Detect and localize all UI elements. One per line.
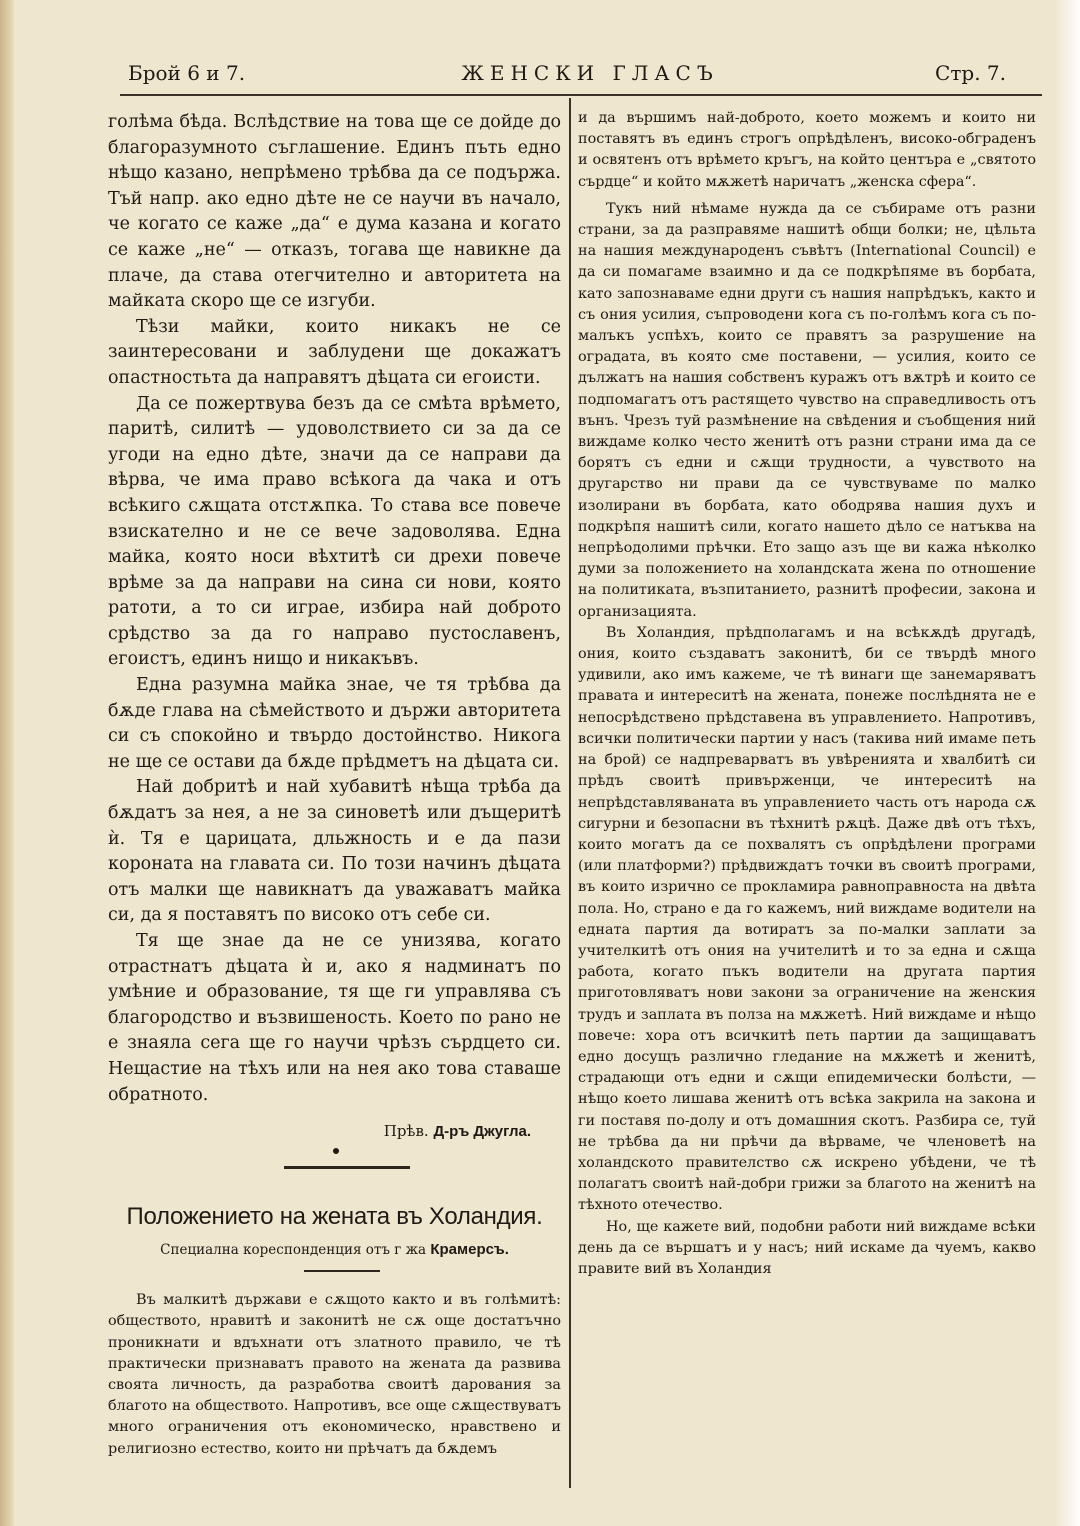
- paragraph: Най добритѣ и най хубавитѣ нѣща трѣба да бѫдатъ за нея, а не за синоветѣ или дъщеритѣ ѝ. Тя е царицата, дльжность и е да пази короната на главата си. По този начинъ дѣцата отъ малки ще навикнатъ да уважаватъ майка си, да я поставятъ по високо отъ себе си.: [108, 777, 561, 926]
- paragraph: Въ Холандия, прѣдполагамъ и на всѣкѫдѣ другадѣ, ония, които създаватъ законитѣ, би се твърдѣ много удивили, ако имъ кажеме, че тѣ винаги ще занемаряватъ правата и интереситѣ на жената, понеже послѣднята не е непосрѣдствено прѣдставена въ управлението. Напротивъ, всички политически партии у насъ (такива ний имаме петь на брой) се надпреварватъ въ увѣренията и хвалбитѣ си прѣдъ своитѣ привърженци, че интереситѣ на непрѣдставляваната въ управлението часть отъ народа сѫ сигурни и безопасни въ тѣхнитѣ рѫцѣ. Даже двѣ отъ тѣхъ, които могатъ да се похвалятъ съ опрѣдѣлени програми (или платформи?) прѣдвиждатъ точки въ своитѣ програми, въ които изрично се прокламира равноправноста на двѣта пола. Но, страно е да го кажемъ, ний виждаме водители на едната партия да вотиратъ за по-малки заплати за учителкитѣ отъ ония на учителитѣ и то за една и сѫща работа, когато пъкъ водители на другата партия приготовляватъ нови закони за ограничение на женския трудъ и заплата въ полза на мѫжетѣ. Ний виждаме и нѣщо повече: хора отъ всичкитѣ петь партии да защищаватъ едно досущъ различно гледание на мѫжетѣ и женитѣ, страдающи отъ едни и сѫщи епидемически болѣсти, — нѣщо което лишава женитѣ отъ всѣка закрила на закона и ги поставя по-долу и отъ домашния скотъ. Разбира се, туй не трѣбва да ни прѣчи да вѣрваме, че членоветѣ на холандското правителство сѫ искрено убѣдени, че тѣ полагатъ своитѣ най-добри грижи за благото на женитѣ на тѣхното отечество.: [578, 624, 1036, 1214]
- paragraph: Но, ще кажете вий, подобни работи ний виждаме всѣки день да се вършатъ и у насъ; ний искаме да чуемъ, какво правите вий въ Холандия: [578, 1218, 1036, 1277]
- article-title: Положението на жената въ Холандия.: [126, 1203, 543, 1231]
- paragraph: Една разумна майка знае, че тя трѣбва да бѫде глава на сѣмейството и държи авторитета си съ спокойно и твърдо достойнство. Никога не ще се остави да бѫде прѣдметъ на дѣцата си.: [108, 675, 561, 772]
- subtitle-divider: [304, 1270, 380, 1272]
- signature-prefix: Прѣв.: [383, 1122, 429, 1141]
- paragraph: Да се пожертвува безъ да се смѣта врѣмето, паритѣ, силитѣ — удоволствието си за да се угоди на едно дѣте, значи да се направи да вѣрва, че има право всѣкога да чака и отъ всѣкиго сѫщата отстѫпка. То става все повече взискателно и не се вече задоволява. Една майка, която носи вѣхтитѣ си дрехи повече врѣме за да направи на сина си нови, която ратоти, а то си играе, избира най доброто срѣдство за да го направо пустославенъ, егоистъ, единъ нищо и никакъвъ.: [108, 393, 561, 670]
- article-paragraph: Въ малкитѣ държави е сѫщото както и въ голѣмитѣ: обществото, нравитѣ и законитѣ не сѫ още достатъчно проникнати и вдъхнати отъ златното правило, че тѣ практически признаватъ правото на жената да развива своята личность, да разработва своитѣ дарования за благото на обществото. Напротивъ, все още сѫществуватъ много ограничения отъ економическо, нравствено и религиозно естество, които ни прѣчатъ да бѫдемъ: [108, 1292, 561, 1457]
- column-divider: [569, 98, 571, 1488]
- article-divider: [284, 1166, 410, 1169]
- signature-name: Д-ръ Джугла.: [433, 1123, 531, 1141]
- paragraph: голѣма бѣда. Вслѣдствие на това ще се дойде до благоразумното съглашение. Единъ пъть едно нѣщо казано, непрѣмено трѣбва да се подържа. Тъй напр. ако едно дѣте не се научи въ начало, че когато се каже „да“ е дума казана и когато се каже „не“ — отказъ, тогава ще навикне да плаче, да става отегчително и авторитета на майката скоро ще се изгуби.: [108, 112, 561, 312]
- article-subtitle: [108, 1241, 561, 1258]
- header-rule: [120, 94, 1042, 96]
- paragraph: Тукъ ний нѣмаме нужда да се събираме отъ разни страни, за да разправяме нашитѣ общи болки; не, цѣльта на нашия международенъ съвѣтъ (International Council) е да си помагаме взаимно и да се подкрѣпяме въ борбата, като запознаваме едни други съ нашия напрѣдъкъ, както и съ ония усилия, съпроводени кога съ по-голѣмъ кога съ по-малъкъ успѣхъ, които се правятъ за разрушение на оградата, въ която сме поставени, — усилия, които се дължатъ на нашия собственъ куражъ отъ вѫтрѣ и които се подпомагатъ отъ растящето чувство на справедливость отъ вънъ. Чрезъ туй размѣнение на свѣдения и съобщения ний виждаме колко често женитѣ отъ разни страни има да се борятъ съ едни и сѫщи трудности, а чувството на другарство ни прави да се чувствуваме по малко изолирани въ борбата, като ободрява нашия духъ и подкрѣпя нашитѣ сили, когато нашето дѣло се натъква на непрѣодолими прѣчки. Ето защо азъ ще ви кажа нѣколко думи за положението на холандската жена по отношение на политиката, възпитанието, разнитѣ професии, закона и организацията.: [578, 200, 1036, 620]
- page-binding-edge: [0, 0, 14, 1526]
- paragraph: и да вършимъ най-доброто, което можемъ и които ни поставятъ въ единъ строгъ опрѣдѣленъ, високо-обграденъ и освятенъ отъ врѣмето кръгъ, на който центъра е „святото сърдце“ и който мѫжетѣ наричатъ „женска сфера“.: [578, 110, 1036, 190]
- ornament-dot: [333, 1148, 339, 1154]
- page-header: [128, 56, 1006, 90]
- left-column: [108, 110, 561, 1460]
- newspaper-title: ЖЕНСКИ ГЛАСЪ: [461, 61, 719, 85]
- paragraph: Тѣзи майки, които никакъ не се заинтересовани и заблудени ще докажатъ опастностьта да направятъ дѣцата си егоисти.: [108, 316, 561, 388]
- subtitle-prefix: Специална кореспонденция отъ г жа: [160, 1242, 427, 1259]
- right-column: [578, 108, 1036, 1280]
- translator-signature: [108, 1122, 561, 1140]
- page-number: Стр. 7.: [935, 61, 1006, 85]
- paragraph: Тя ще знае да не се унизява, когато отрастнатъ дѣцата ѝ и, ако я надминатъ по умѣние и образование, тя ще ги управлява съ благородство и възвишеность. Което по рано не е знаяла сега ще го научи чрѣзъ сърдцето си. Нещастие на тѣхъ или на нея ако това ставаше обратното.: [108, 931, 561, 1105]
- issue-number: Брой 6 и 7.: [128, 61, 246, 85]
- correspondent-name: Крамерсъ.: [430, 1241, 509, 1259]
- page-right-margin: [1054, 0, 1080, 1526]
